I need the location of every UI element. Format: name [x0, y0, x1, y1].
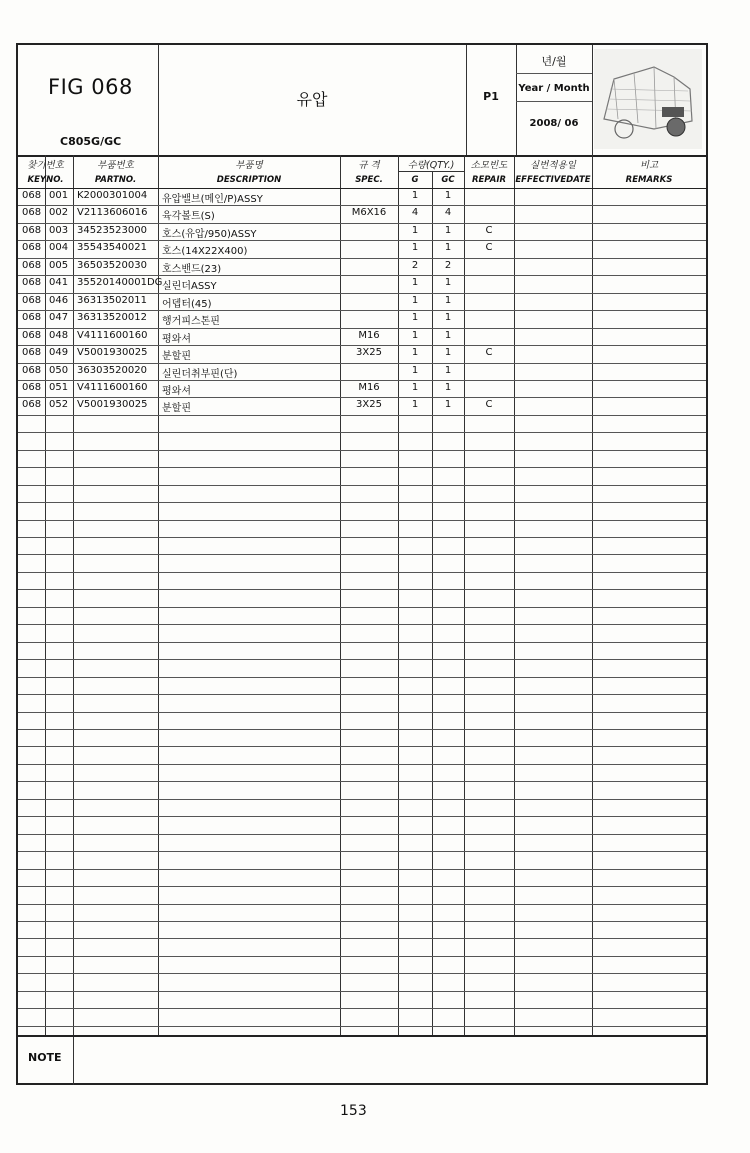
table-row: [18, 380, 706, 397]
row-rule: [18, 537, 706, 538]
row-rule: [18, 886, 706, 887]
row-rule: [18, 921, 706, 922]
qty-header-ko: 수량(QTY.): [407, 160, 455, 171]
repair-cell: C: [485, 347, 493, 358]
qty-g-cell: 1: [411, 277, 419, 289]
qty-g-cell: 4: [411, 207, 419, 219]
description-cell: 평와셔: [162, 385, 191, 397]
description-cell: 호스(14X22X400): [162, 246, 248, 258]
fig-cell: 068: [22, 190, 42, 201]
fig-cell: 068: [22, 381, 42, 393]
row-rule: [18, 851, 706, 852]
qty-g-cell: 1: [411, 294, 419, 306]
part-number-cell: V5001930025: [77, 399, 148, 411]
fig-cell: 068: [22, 364, 42, 376]
repair-cell: C: [485, 224, 493, 236]
fig-cell: 068: [22, 399, 42, 411]
year-month-label-ko: 년/월: [541, 55, 567, 68]
qty-gc-cell: 1: [444, 347, 452, 358]
row-rule: [18, 712, 706, 713]
row-rule: [18, 816, 706, 817]
table-row: [18, 188, 706, 205]
row-rule: [18, 589, 706, 590]
table-row: [18, 293, 706, 310]
key-cell: 051: [49, 381, 69, 393]
table-row: [18, 345, 706, 362]
fig-cell: 068: [22, 294, 42, 306]
row-rule: [18, 694, 706, 695]
table-row: [18, 275, 706, 292]
year-month-value: 2008/ 06: [529, 118, 579, 129]
fig-cell: 068: [22, 259, 42, 271]
description-cell: 평와셔: [162, 333, 191, 345]
fig-cell: 068: [22, 277, 42, 289]
spec-cell: M16: [358, 329, 380, 341]
key-cell: 003: [49, 224, 69, 236]
part-number-cell: 36313520012: [77, 312, 147, 324]
qty-g-cell: 1: [411, 364, 419, 376]
model-name: C805G/GC: [60, 135, 122, 148]
table-row: [18, 328, 706, 345]
row-rule: [18, 973, 706, 974]
row-rule: [18, 467, 706, 468]
page-label: P1: [483, 90, 499, 103]
keyno-header-ko: 찾기번호: [27, 160, 64, 171]
key-cell: 052: [49, 399, 69, 411]
note-label: NOTE: [28, 1051, 62, 1064]
part-number-cell: V4111600160: [77, 329, 148, 341]
row-rule: [18, 904, 706, 905]
row-rule: [18, 729, 706, 730]
row-rule: [18, 869, 706, 870]
part-number-cell: 36303520020: [77, 364, 147, 376]
year-month-label-en: Year / Month: [518, 83, 590, 94]
description-cell: 실린더취부핀(단): [162, 368, 238, 380]
row-rule: [18, 502, 706, 503]
qty-gc-cell: 1: [444, 190, 452, 201]
fig-cell: 068: [22, 242, 42, 254]
partno-header-en: PARTNO.: [94, 175, 137, 185]
row-rule: [18, 485, 706, 486]
key-cell: 004: [49, 242, 69, 254]
part-number-cell: 35543540021: [77, 242, 147, 254]
qty-gc-cell: 2: [444, 259, 452, 271]
row-rule: [18, 520, 706, 521]
description-cell: 어뎁터(45): [162, 298, 212, 310]
spec-cell: M6X16: [351, 207, 387, 219]
row-rule: [18, 450, 706, 451]
parts-sheet: [16, 43, 708, 1085]
keyno-header-en: KEYNO.: [27, 175, 64, 185]
key-cell: 046: [49, 294, 69, 306]
row-rule: [18, 432, 706, 433]
qty-g-cell: 2: [411, 259, 419, 271]
key-cell: 047: [49, 312, 69, 324]
spec-cell: 3X25: [356, 347, 382, 358]
description-cell: 행거피스톤핀: [162, 316, 220, 328]
note-area: [18, 1035, 706, 1085]
row-rule: [18, 1008, 706, 1009]
qty-gc-cell: 4: [444, 207, 452, 219]
row-rule: [18, 1026, 706, 1027]
fig-cell: 068: [22, 347, 42, 358]
row-rule: [18, 677, 706, 678]
part-number-cell: 35520140001DG: [77, 277, 163, 289]
page-number: 153: [340, 1103, 367, 1119]
spec-cell: 3X25: [356, 399, 382, 411]
fig-cell: 068: [22, 312, 42, 324]
repair-header-ko: 소모빈도: [470, 160, 508, 171]
description-cell: 분할핀: [162, 351, 191, 362]
part-number-cell: V4111600160: [77, 381, 148, 393]
key-cell: 049: [49, 347, 69, 358]
row-rule: [18, 624, 706, 625]
part-number-cell: 36313502011: [77, 294, 147, 306]
remarks-header-ko: 비고: [639, 160, 659, 171]
qty-gc-cell: 1: [444, 381, 452, 393]
key-cell: 048: [49, 329, 69, 341]
qty-g-cell: 1: [411, 242, 419, 254]
description-header-ko: 부품명: [235, 160, 263, 171]
key-cell: 041: [49, 277, 69, 289]
qty-gc-cell: 1: [444, 329, 452, 341]
repair-cell: C: [485, 399, 493, 411]
description-cell: 호스(유압/950)ASSY: [162, 228, 257, 240]
row-rule: [18, 607, 706, 608]
section-title: 유압: [296, 90, 328, 109]
qty-gc-cell: 1: [444, 399, 452, 411]
qty-gc-header: GC: [441, 175, 455, 185]
spec-header-en: SPEC.: [355, 175, 383, 185]
table-row: [18, 363, 706, 380]
table-row: [18, 223, 706, 240]
table-row: [18, 397, 706, 414]
remarks-header-en: REMARKS: [625, 175, 673, 185]
spec-header-ko: 규 격: [358, 160, 380, 171]
row-rule: [18, 991, 706, 992]
description-header-en: DESCRIPTION: [216, 175, 282, 185]
qty-gc-cell: 1: [444, 312, 452, 324]
key-cell: 001: [49, 190, 69, 201]
qty-g-cell: 1: [411, 381, 419, 393]
description-cell: 호스밴드(23): [162, 263, 222, 275]
row-rule: [18, 764, 706, 765]
effectivedate-header-en: EFFECTIVEDATE: [515, 175, 591, 185]
partno-header-ko: 부품번호: [97, 160, 134, 171]
part-number-cell: V2113606016: [77, 207, 148, 219]
key-cell: 050: [49, 364, 69, 376]
sheet-header: [18, 45, 706, 157]
machine-thumbnail: [594, 49, 702, 149]
row-rule: [18, 554, 706, 555]
effectivedate-header-ko: 실번적용일: [530, 160, 576, 171]
repair-cell: C: [485, 242, 493, 254]
qty-g-cell: 1: [411, 347, 419, 358]
row-rule: [18, 799, 706, 800]
row-rule: [18, 415, 706, 416]
row-rule: [18, 642, 706, 643]
description-cell: 실린더ASSY: [162, 281, 217, 293]
row-rule: [18, 956, 706, 957]
description-cell: 분할핀: [162, 403, 191, 415]
fig-cell: 068: [22, 224, 42, 236]
key-cell: 002: [49, 207, 69, 219]
row-rule: [18, 659, 706, 660]
row-rule: [18, 938, 706, 939]
part-number-cell: K2000301004: [77, 190, 148, 201]
qty-gc-cell: 1: [444, 224, 452, 236]
table-row: [18, 258, 706, 275]
row-rule: [18, 746, 706, 747]
qty-g-cell: 1: [411, 399, 419, 411]
description-cell: 육각볼트(S): [162, 211, 215, 223]
part-number-cell: V5001930025: [77, 347, 148, 358]
row-rule: [18, 834, 706, 835]
description-cell: 유압밸브(메인/P)ASSY: [162, 194, 263, 205]
row-rule: [18, 572, 706, 573]
table-row: [18, 310, 706, 327]
qty-gc-cell: 1: [444, 364, 452, 376]
qty-g-cell: 1: [411, 329, 419, 341]
key-cell: 005: [49, 259, 69, 271]
figure-number: FIG 068: [48, 75, 133, 99]
qty-gc-cell: 1: [444, 277, 452, 289]
qty-gc-cell: 1: [444, 294, 452, 306]
row-rule: [18, 781, 706, 782]
spec-cell: M16: [358, 381, 380, 393]
qty-g-cell: 1: [411, 190, 419, 201]
qty-g-cell: 1: [411, 312, 419, 324]
qty-g-cell: 1: [411, 224, 419, 236]
fig-cell: 068: [22, 207, 42, 219]
repair-header-en: REPAIR: [471, 175, 507, 185]
qty-gc-cell: 1: [444, 242, 452, 254]
part-number-cell: 36503520030: [77, 259, 147, 271]
qty-g-header: G: [411, 175, 419, 185]
table-row: [18, 205, 706, 222]
fig-cell: 068: [22, 329, 42, 341]
part-number-cell: 34523523000: [77, 224, 147, 236]
table-row: [18, 240, 706, 257]
